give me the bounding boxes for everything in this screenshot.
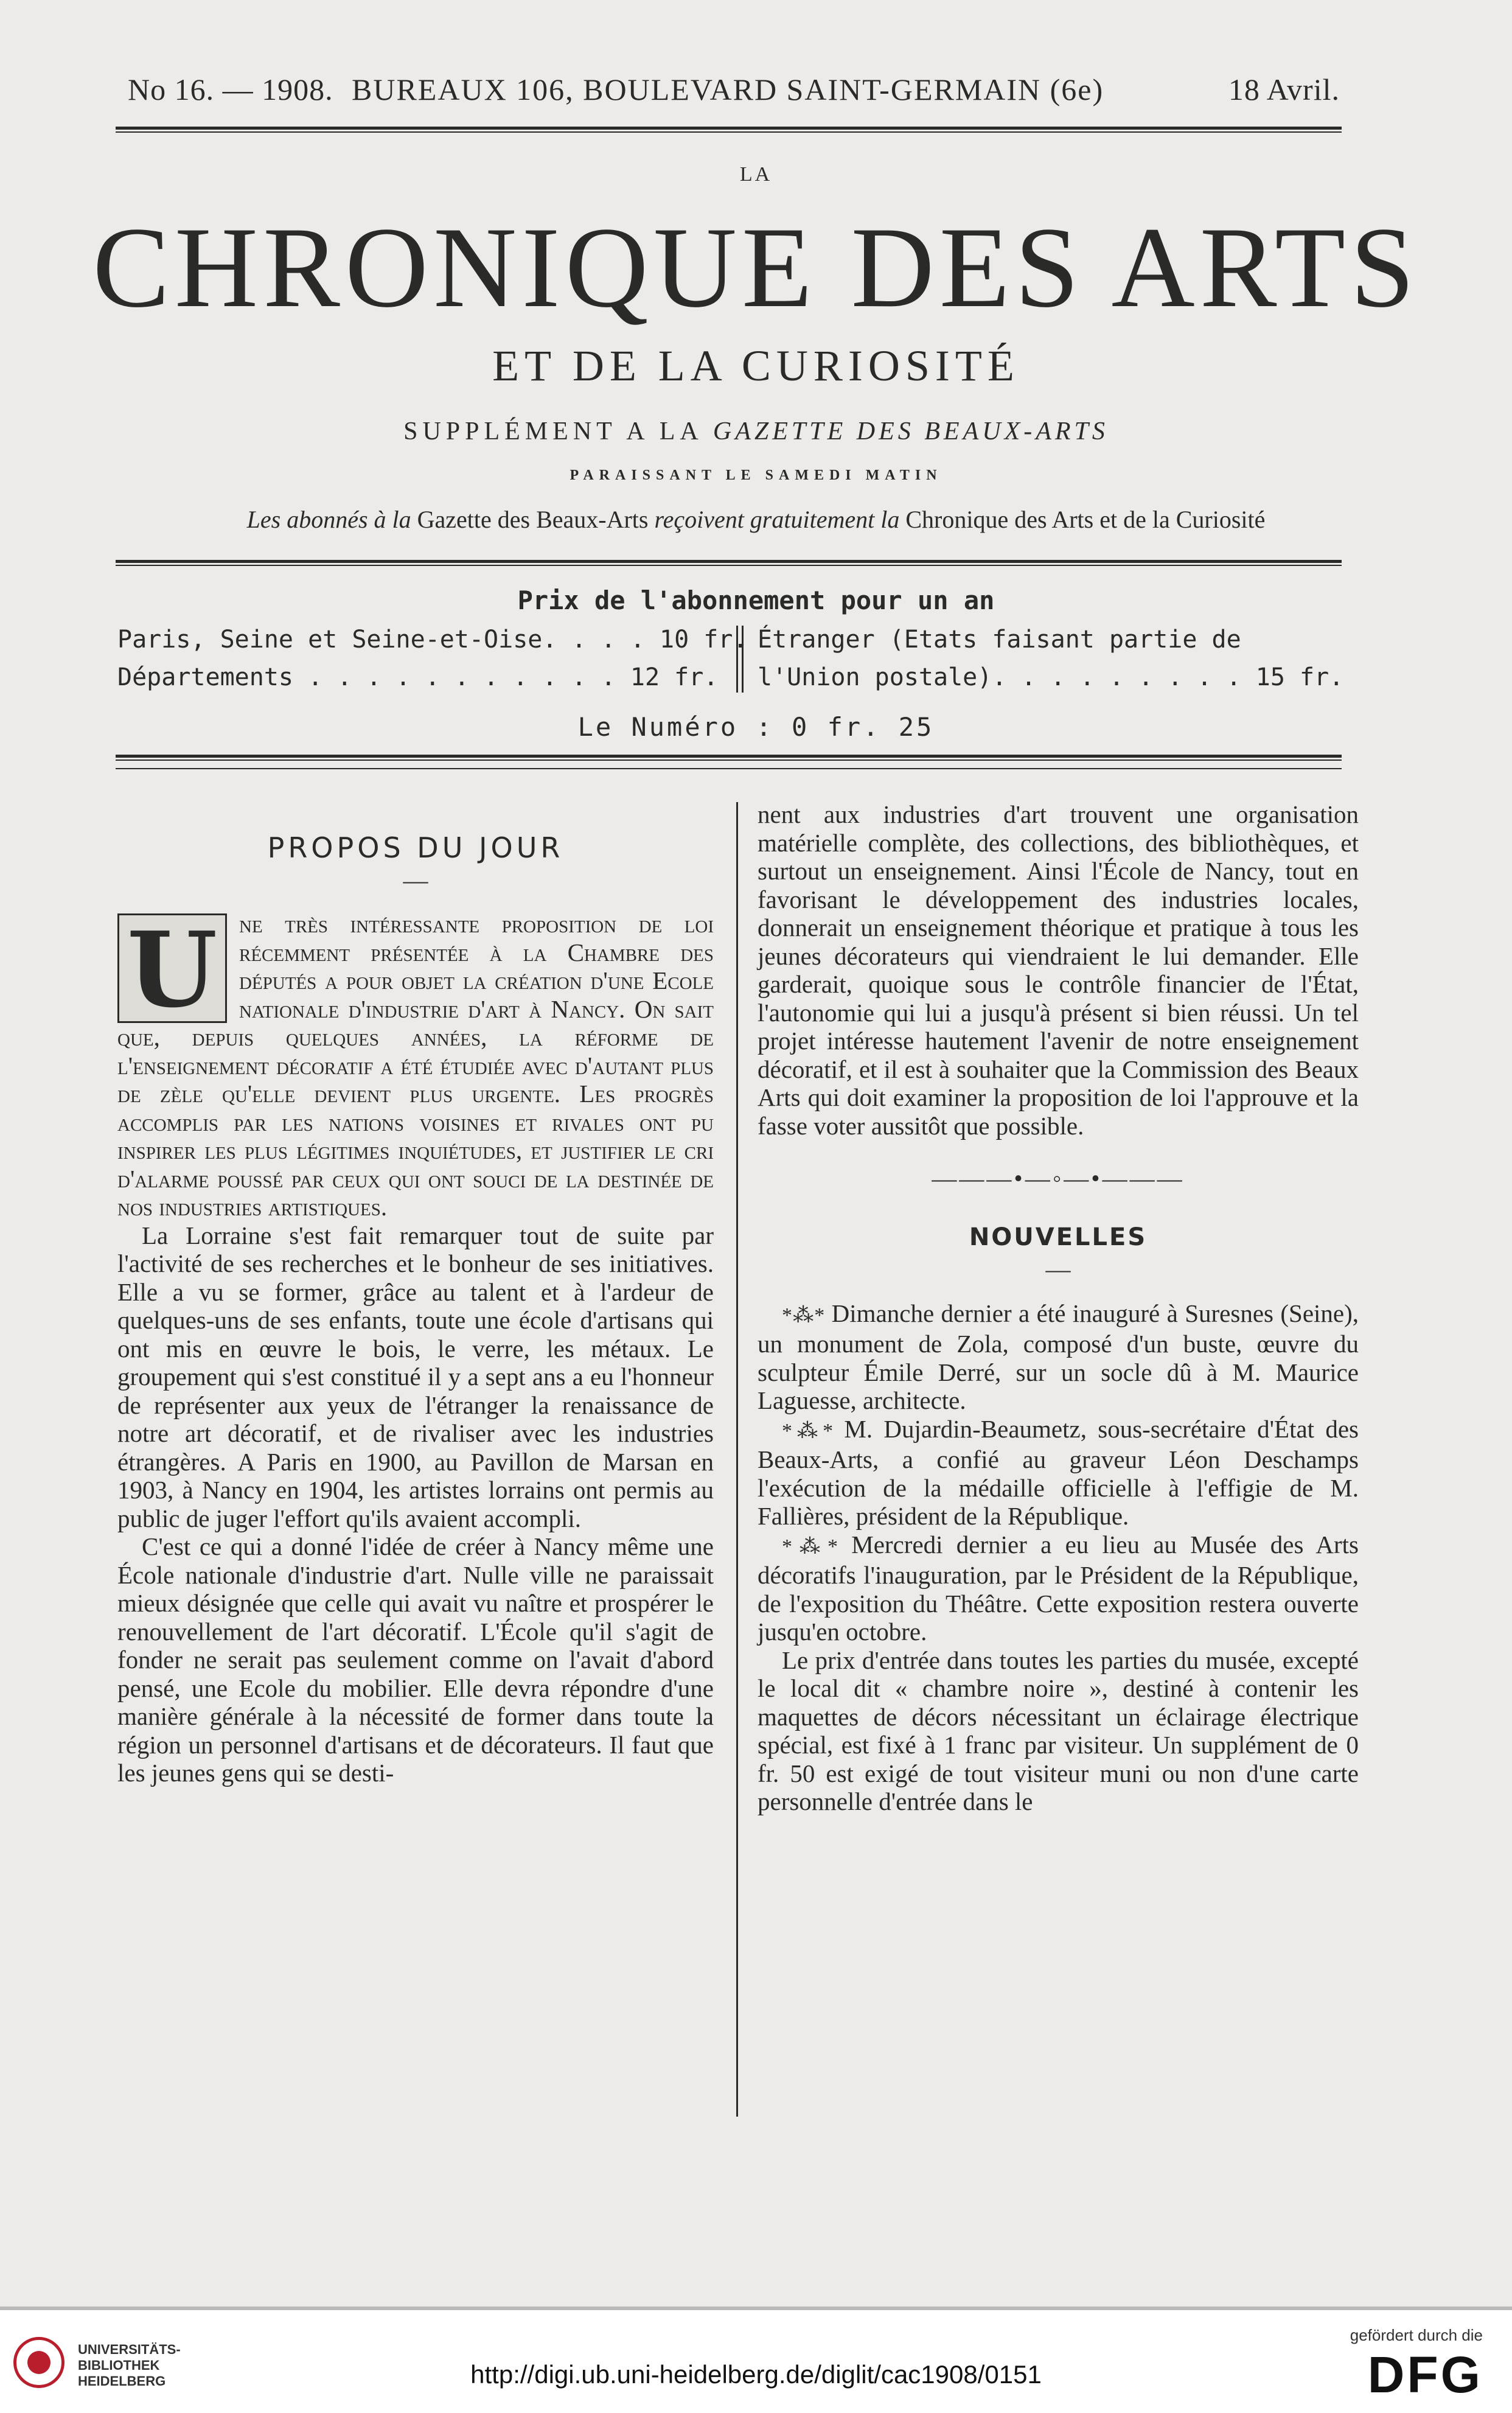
news-item-1 bbox=[758, 1299, 1359, 1415]
asterism-icon: *⁂* bbox=[782, 1535, 838, 1558]
drop-cap-letter: U bbox=[117, 913, 227, 1023]
issue-date: 18 Avril. bbox=[1228, 72, 1340, 107]
library-name-line-3: HEIDELBERG bbox=[78, 2373, 166, 2389]
issue-header bbox=[128, 72, 1340, 114]
subscription-union-postale: l'Union postale). . . . . . . . . 15 fr. bbox=[758, 663, 1344, 691]
news-item-1-text: Dimanche dernier a été inauguré à Suresnes (Seine), un monument de Zola, composé d'un buste, œuvre du sculpteur Émile Derré, sur un socle dû à M. Maurice Laguesse, architecte. bbox=[758, 1299, 1359, 1414]
footer-rule bbox=[0, 2306, 1512, 2310]
subscription-etranger: Étranger (Etats faisant partie de bbox=[758, 626, 1241, 654]
subscribers-note-part1: Les abonnés à la bbox=[246, 506, 411, 533]
propos-du-jour-heading: PROPOS DU JOUR bbox=[267, 831, 564, 864]
header-rule bbox=[116, 127, 1342, 133]
subscription-rule bbox=[116, 755, 1342, 761]
asterism-icon: *⁂* bbox=[782, 1304, 825, 1327]
subscribers-note bbox=[0, 505, 1512, 534]
article-continuation: nent aux industries d'art trouvent une organisation matérielle complète, des collections, des bibliothèques, et surtout un enseignement. Ainsi l'École de Nancy, tout en favorisant le développement des industries locales, donnerait un enseignement théorique et pratique à tous les jeunes décorateurs qui viendraient le lui demander. Elle garderait, quoique sous le contrôle financier de l'État, l'autonomie qui lui a jusqu'à présent si bien réussi. Un tel projet intéresse hautement l'avenir de notre enseignement décoratif, et il est à souhaiter que la Commission des Beaux Arts qui doit examiner la proposition de loi l'approuve et la fasse voter aussitôt que possible. bbox=[758, 800, 1359, 1140]
article-paragraph-1 bbox=[117, 910, 714, 1221]
article-paragraph-3: C'est ce qui a donné l'idée de créer à Nancy même une École nationale d'industrie d'art. Nulle ville ne paraissait mieux désignée que celle qui avait vu naître et prospérer le renouvellement de l'art décoratif. L'École qu'il s'agit de fonder ne serait pas seulement comme on l'avait d'abord pensé, une Ecole du mobilier. Elle devra répondre d'une manière générale à la nécessité de former dans toute la région un personnel d'artisans et de décorateurs. Il faut que les jeunes gens qui se desti- bbox=[117, 1532, 714, 1787]
supplement-line bbox=[0, 417, 1512, 446]
funded-by-label: gefördert durch die bbox=[1350, 2326, 1483, 2344]
supplement-prefix: SUPPLÉMENT A LA bbox=[403, 417, 702, 445]
supplement-title: GAZETTE DES BEAUX-ARTS bbox=[712, 417, 1109, 445]
masthead-rule bbox=[116, 560, 1342, 566]
subscribers-note-part4: Chronique des Arts et de la Curiosité bbox=[905, 506, 1266, 533]
dfg-logo[interactable]: DFG bbox=[1367, 2346, 1483, 2403]
asterism-icon: *⁂* bbox=[782, 1419, 834, 1442]
news-item-2-text: M. Dujardin-Beaumetz, sous-secrétaire d'État des Beaux-Arts, a confié au graveur Léon Deschamps l'exécution de la médaille officielle à l'effigie de M. Fallières, président de la République. bbox=[758, 1414, 1359, 1530]
news-item-2 bbox=[758, 1415, 1359, 1531]
subscription-departements: Départements . . . . . . . . . . . 12 fr. bbox=[117, 663, 719, 691]
heading-dash: — bbox=[403, 865, 428, 894]
subscription-paris: Paris, Seine et Seine-et-Oise. . . . 10 fr. bbox=[117, 626, 748, 654]
column-divider bbox=[736, 802, 738, 2117]
news-item-3 bbox=[758, 1531, 1359, 1646]
masthead-title: CHRONIQUE DES ARTS bbox=[92, 204, 1420, 332]
news-item-3-continuation: Le prix d'entrée dans toutes les parties du musée, excepté le local dit « chambre noire », destiné à contenir les maquettes de décors nécessitant un éclairage électrique spécial, est fixé à 1 franc par visiteur. Un supplément de 0 fr. 50 est exigé de tout visiteur muni ou non d'une carte personnelle d'entrée dans le bbox=[758, 1646, 1359, 1815]
left-column bbox=[117, 831, 714, 1787]
nouvelles-heading: NOUVELLES bbox=[969, 1223, 1148, 1251]
masthead-article: LA bbox=[739, 163, 773, 186]
subscribers-note-part2: Gazette des Beaux-Arts bbox=[417, 506, 649, 533]
issue-number: No 16. — 1908. bbox=[128, 72, 333, 107]
right-column bbox=[758, 800, 1359, 1816]
viewer-footer bbox=[0, 2306, 1512, 2413]
library-name-line-2: BIBLIOTHEK bbox=[78, 2358, 160, 2373]
subscribers-note-part3: reçoivent gratuitement la bbox=[654, 506, 900, 533]
subscription-rule-thin bbox=[116, 768, 1342, 769]
masthead-subtitle: ET DE LA CURIOSITÉ bbox=[492, 341, 1020, 390]
single-issue-price: Le Numéro : 0 fr. 25 bbox=[577, 712, 935, 742]
publication-schedule: PARAISSANT LE SAMEDI MATIN bbox=[570, 467, 942, 483]
news-item-3-text: Mercredi dernier a eu lieu au Musée des Arts décoratifs l'inauguration, par le Président de la République, de l'exposition du Théâtre. Cette exposition restera ouverte jusqu'en octobre. bbox=[758, 1530, 1359, 1646]
library-name-line-1: UNIVERSITÄTS- bbox=[78, 2342, 181, 2357]
nouvelles-dash: — bbox=[1045, 1255, 1071, 1283]
document-url-link[interactable]: http://digi.ub.uni-heidelberg.de/diglit/cac1908/0151 bbox=[470, 2360, 1042, 2389]
section-ornament: ———•—◦—•——— bbox=[932, 1164, 1185, 1192]
article-paragraph-1-text: ne très intéressante proposition de loi récemment présentée à la Chambre des députés a pour objet la création d'une Ecole nationale d'industrie d'art à Nancy. On sait que, depuis quelques années, la réforme de l'enseignement décoratif a été étudiée avec d'autant plus de zèle qu'elle devient plus urgente. Les progrès accomplis par les nations voisines et rivales ont pu inspirer les plus légitimes inquiétudes, et justifier le cri d'alarme poussé par ceux qui ont souci de la destinée de nos industries artistiques. bbox=[117, 910, 714, 1221]
article-paragraph-2: La Lorraine s'est fait remarquer tout de suite par l'activité de ses recherches et le bonheur de ses initiatives. Elle a vu se former, grâce au talent et à l'ardeur de quelques-uns de ses enfants, toute une école d'artisans qui ont mis en œuvre le bois, le verre, les métaux. Le groupement qui s'est constitué il y a sept ans a eu l'honneur de représenter aux yeux de l'étranger la renaissance de notre art décoratif, et de rivaliser avec les industries étrangères. A Paris en 1900, au Pavillon de Marsan en 1903, à Nancy en 1904, les artistes lorrains ont permis au public de juger l'effort qu'ils avaient accompli. bbox=[117, 1221, 714, 1532]
subscription-separator bbox=[736, 626, 744, 693]
office-address: BUREAUX 106, BOULEVARD SAINT-GERMAIN (6e) bbox=[352, 72, 1104, 107]
subscription-title: Prix de l'abonnement pour un an bbox=[517, 585, 995, 615]
